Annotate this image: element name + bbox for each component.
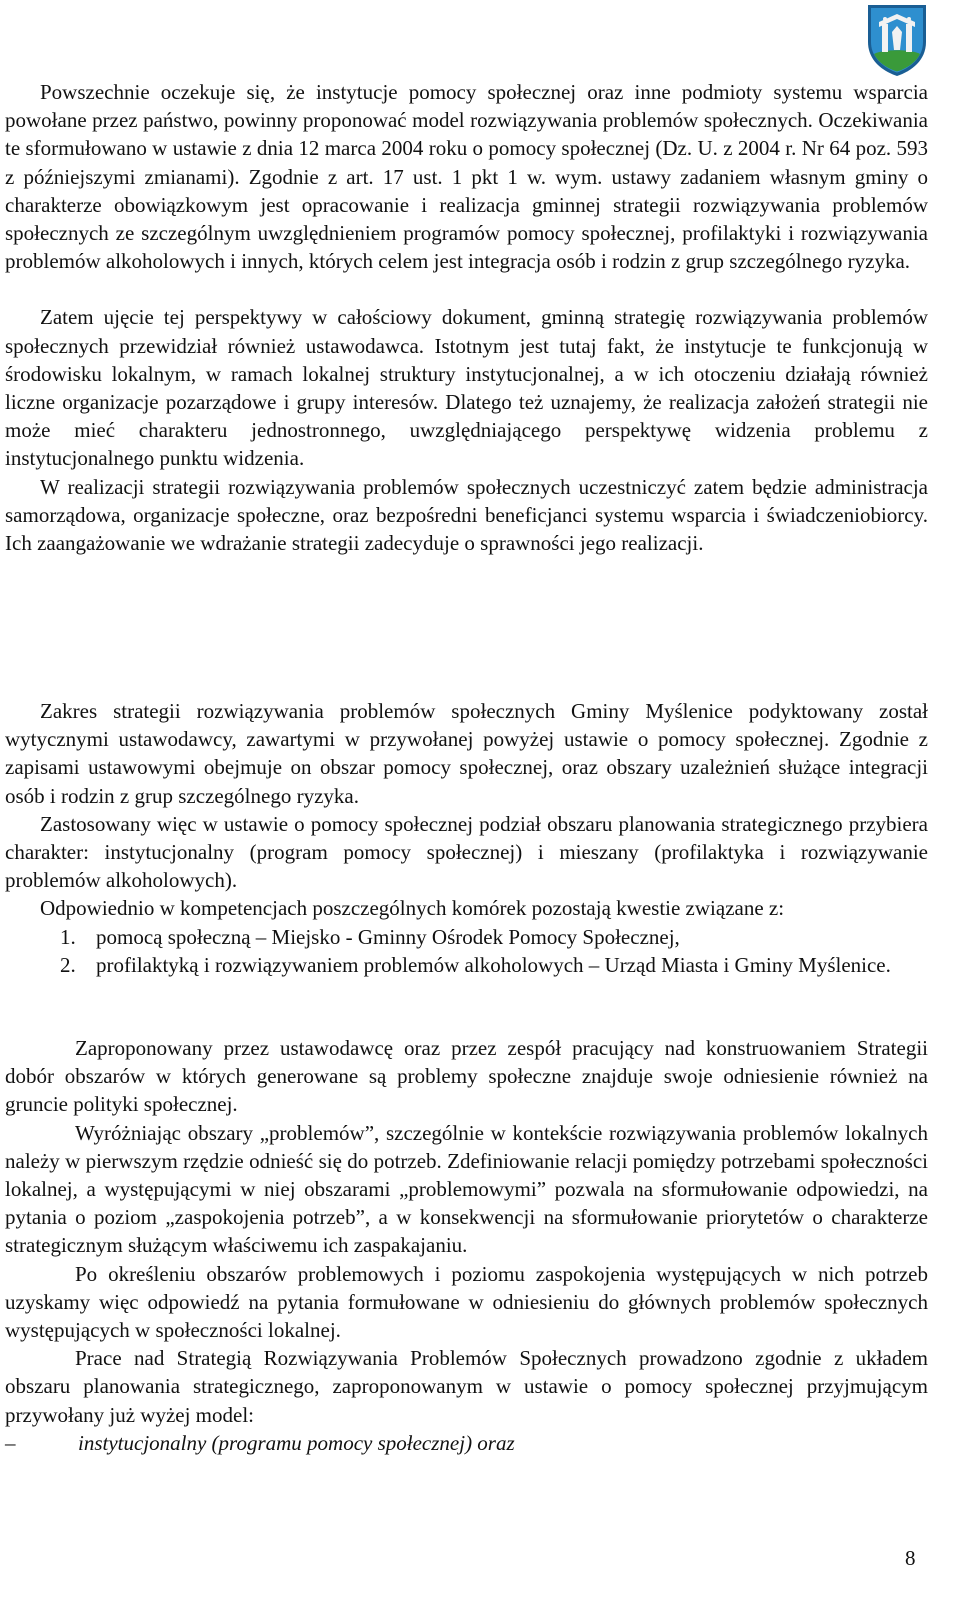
paragraph: Prace nad Strategią Rozwiązywania Problemów Społecznych prowadzono zgodnie z układem obszaru planowania strategicznego, zaproponowanym w ustawie o pomocy społecznej przyjmującym przywołany już wyżej model:: [5, 1346, 928, 1427]
paragraph: Wyróżniając obszary „problemów”, szczególnie w kontekście rozwiązywania problemów lokalnych należy w pierwszym rzędzie odnieść się do potrzeb. Zdefiniowanie relacji pomiędzy potrzebami społeczności lokalnej, a występującymi w niej obszarami „problemowymi” pozwala na sformułowanie odpowiedzi, na pytania o poziom „zaspokojenia potrzeb”, a w konsekwencji na sformułowanie priorytetów o charakterze strategicznym służącym właściwemu ich zaspakajaniu.: [5, 1120, 928, 1258]
list-item-text: pomocą społeczną – Miejsko - Gminny Ośrodek Pomocy Społecznej,: [96, 924, 680, 949]
paragraph: Po określeniu obszarów problemowych i poziomu zaspokojenia występujących w nich potrzeb uzyskamy więc odpowiedź na pytania formułowane w odniesieniu do głównych problemów społecznych występujących w społeczności lokalnej.: [5, 1261, 928, 1343]
list-number: 2.: [60, 952, 76, 977]
paragraph: Odpowiednio w kompetencjach poszczególnych komórek pozostają kwestie związane z:: [40, 896, 785, 921]
list-item-text: profilaktyką i rozwiązywaniem problemów alkoholowych – Urząd Miasta i Gminy Myślenice.: [96, 952, 891, 977]
body-text-block-1: [5, 78, 928, 557]
paragraph: Powszechnie oczekuje się, że instytucje pomocy społecznej oraz inne podmioty systemu wsparcia powołane przez państwo, powinny proponować model rozwiązywania problemów społecznych. Oczekiwania te sformułowano w ustawie z dnia 12 marca 2004 roku o pomocy społecznej (Dz. U. z 2004 r. Nr 64 poz. 593 z późniejszymi zmianami). Zgodnie z art. 17 ust. 1 pkt 1 w. wym. ustawy zadaniem własnym gminy o charakterze obowiązkowym jest opracowanie i realizacja gminnej strategii rozwiązywania problemów społecznych ze szczególnym uwzględnieniem programów pomocy społecznej, profilaktyki i rozwiązywania problemów alkoholowych i innych, których celem jest integracja osób i rodzin z grup szczególnego ryzyka.: [5, 80, 928, 274]
list-item: [5, 923, 928, 951]
list-number: 1.: [60, 924, 76, 949]
body-text-block-2: [5, 697, 928, 979]
body-text-block-3: [5, 1034, 928, 1457]
paragraph: Zastosowany więc w ustawie o pomocy społecznej podział obszaru planowania strategicznego przybiera charakter: instytucjonalny (program pomocy społecznej) i mieszany (profilaktyka i rozwiązywanie problemów alkoholowych).: [5, 811, 928, 893]
list-item: [5, 1429, 928, 1457]
paragraph: Zaproponowany przez ustawodawcę oraz przez zespół pracujący nad konstruowaniem Strategii dobór obszarów w których generowane są problemy społeczne znajduje swoje odniesienie również na gruncie polityki społecznej.: [5, 1036, 928, 1117]
coat-of-arms-icon: [864, 2, 930, 78]
list-dash: –: [5, 1430, 16, 1455]
paragraph: Zatem ujęcie tej perspektywy w całościowy dokument, gminną strategię rozwiązywania problemów społecznych przewidział również ustawodawca. Istotnym jest tutaj fakt, że instytucje te funkcjonują w środowisku lokalnym, w ramach lokalnej struktury instytucjonalnej, a w ich otoczeniu działają również liczne organizacje pozarządowe i grupy interesów. Dlatego też uznajemy, że realizacja założeń strategii nie może mieć charakteru jednostronnego, uwzględniającego perspektywę widzenia problemu z instytucjonalnego punktu widzenia.: [5, 305, 928, 471]
list-item-text: instytucjonalny (programu pomocy społecznej) oraz: [78, 1430, 515, 1455]
list-item: [5, 951, 928, 979]
page-number: 8: [905, 1546, 916, 1570]
paragraph: Zakres strategii rozwiązywania problemów społecznych Gminy Myślenice podyktowany został wytycznymi ustawodawcy, zawartymi w przywołanej powyżej ustawie o pomocy społecznej. Zgodnie z zapisami ustawowymi obejmuje on obszar pomocy społecznej, oraz obszary uzależnień służące integracji osób i rodzin z grup szczególnego ryzyka.: [5, 699, 928, 808]
paragraph: W realizacji strategii rozwiązywania problemów społecznych uczestniczyć zatem będzie administracja samorządowa, organizacje społeczne, oraz bezpośredni beneficjanci systemu wsparcia i świadczeniobiorcy. Ich zaangażowanie we wdrażanie strategii zadecyduje o sprawności jego realizacji.: [5, 474, 928, 556]
